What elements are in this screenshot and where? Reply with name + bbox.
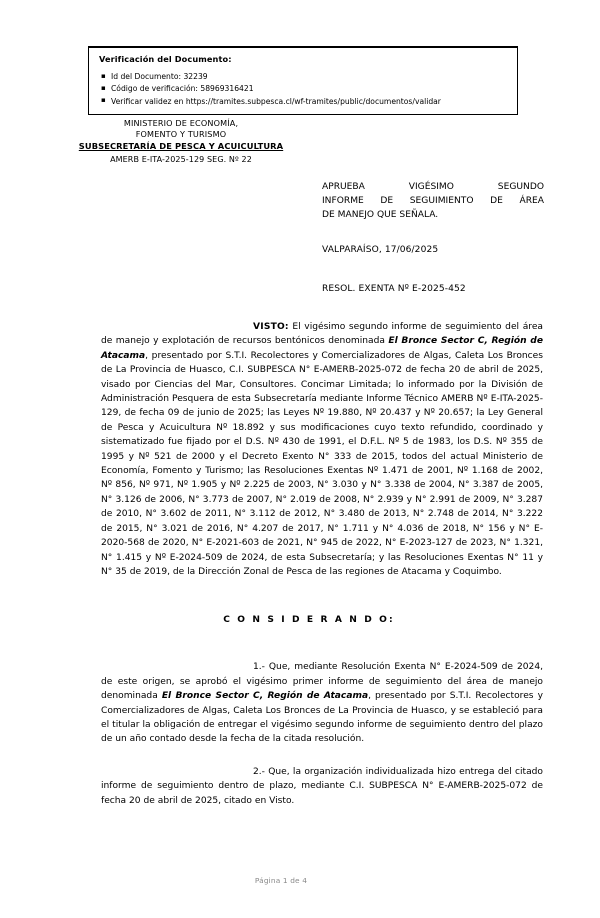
spacer-between-items (101, 747, 543, 765)
visto-text-a: El vigésimo segundo informe de seguimiento del área de manejo y explotación de recursos bentónicos denominada (101, 322, 543, 347)
verification-title: Verificación del Documento: (99, 54, 232, 64)
ministry-line-2: FOMENTO Y TURISMO (135, 129, 227, 140)
item-1-emphasis-area-name: El Bronce Sector C, Región de Atacama (161, 691, 369, 702)
verification-item-document-id: ▪ Id del Documento: 32239 (99, 71, 507, 83)
verification-item-code: ▪ Código de verificación: 58969316421 (99, 83, 507, 95)
page-footer: Página 1 de 4 (254, 876, 308, 885)
item-1-text-b: , presentado por S.T.I. Recolectores y Comercializadores de Algas, Caleta Los Bronces de La Provincia de Huasco, y se estableció para el titular la obligación de entregar el vigésimo segundo informe de seguimiento dentro del plazo de un año contado desde la fecha de la citada resolución. (101, 691, 543, 745)
place-and-date: VALPARAÍSO, 17/06/2025 (322, 245, 439, 255)
considerando-item-2: 2.- Que, la organización individualizada hizo entrega del citado informe de seguimiento dentro de plazo, mediante C.I. SUBPESCA N° E-AMERB-2025-072 de fecha 20 de abril de 2025, citado en Visto. (101, 766, 543, 806)
verification-item-validation-url[interactable]: ▪ Verificar validez en https://tramites.subpesca.cl/wf-tramites/public/documentos/validar (99, 96, 507, 108)
document-verification-box (88, 46, 518, 115)
document-body (101, 320, 543, 808)
visto-emphasis-area-name: El Bronce Sector C, Región de Atacama (101, 336, 543, 361)
ministry-line-1: MINISTERIO DE ECONOMÍA, (123, 118, 239, 128)
amerb-code: AMERB E-ITA-2025-129 SEG. Nº 22 (110, 155, 252, 165)
subject-line-3: DE MANEJO QUE SEÑALA. (322, 210, 439, 221)
verification-list (99, 71, 507, 108)
resolution-subject-block (322, 180, 544, 223)
considerando-heading: C O N S I D E R A N D O: (223, 615, 395, 626)
subsecretaria-heading: SUBSECRETARÍA DE PESCA Y ACUICULTURA (78, 141, 284, 152)
subject-line-1: APRUEBA VIGÉSIMO SEGUNDO (322, 182, 544, 192)
resolution-number: RESOL. EXENTA Nº E-2025-452 (322, 284, 466, 294)
item-1-text-a: 1.- Que, mediante Resolución Exenta N° E-2024-509 de 2024, de este origen, se aprobó el vigésimo primer informe de seguimiento del área de manejo denominada (101, 662, 543, 702)
subject-line-2: INFORME DE SEGUIMIENTO DE ÁREA (322, 196, 544, 207)
visto-text-b: , presentado por S.T.I. Recolectores y Comercializadores de Algas, Caleta Los Bronces de La Provincia de Huasco, C.I. SUBPESCA N° E-AMERB-2025-072 de fecha 20 de abril de 2025, visado por Ciencias del Mar, Consultores. Concimar Limitada; lo informado por la División de Administración Pesquera de esta Subsecretaría mediante Informe Técnico AMERB Nº E-ITA-2025-129, de fecha 09 de junio de 2025; las Leyes Nº 19.880, Nº 20.437 y Nº 20.657; la Ley General de Pesca y Acuicultura Nº 18.892 y sus modificaciones cuyo texto refundido, coordinado y sistematizado fue fijado por el D.S. Nº 430 de 1991, el D.F.L. Nº 5 de 1983, los D.S. Nº 355 de 1995 y Nº 521 de 2000 y el Decreto Exento N° 333 de 2015, todos del actual Ministerio de Economía, Fomento y Turismo; las Resoluciones Exentas Nº 1.471 de 2001, Nº 1.168 de 2002, Nº 856, Nº 971, Nº 1.905 y Nº 2.225 de 2003, N° 3.030 y N° 3.338 de 2004, N° 3.387 de 2005, N° 3.126 de 2006, N° 3.773 de 2007, N° 2.019 de 2008, N° 2.939 y N° 2.991 de 2009, N° 3.287 de 2010, N° 3.602 de 2011, N° 3.112 de 2012, N° 3.480 de 2013, N° 2.748 de 2014, N° 3.222 de 2015, N° 3.021 de 2016, N° 4.207 de 2017, N° 1.711 y N° 4.036 de 2018, N° 156 y N° E-2020-568 de 2020, N° E-2021-603 de 2021, N° 945 de 2022, N° E-2023-127 de 2023, N° 1.321, N° 1.415 y Nº E-2024-509 de 2024, de esta Subsecretaría; y las Resoluciones Exentas N° 11 y N° 35 de 2019, de la Dirección Zonal de Pesca de las regiones de Atacama y Coquimbo. (101, 350, 543, 577)
letterhead (36, 118, 326, 166)
spacer-after-considerando (101, 625, 543, 660)
visto-paragraph (101, 320, 543, 579)
considerando-item-1 (101, 660, 543, 746)
visto-lead-label: VISTO: (253, 322, 289, 332)
